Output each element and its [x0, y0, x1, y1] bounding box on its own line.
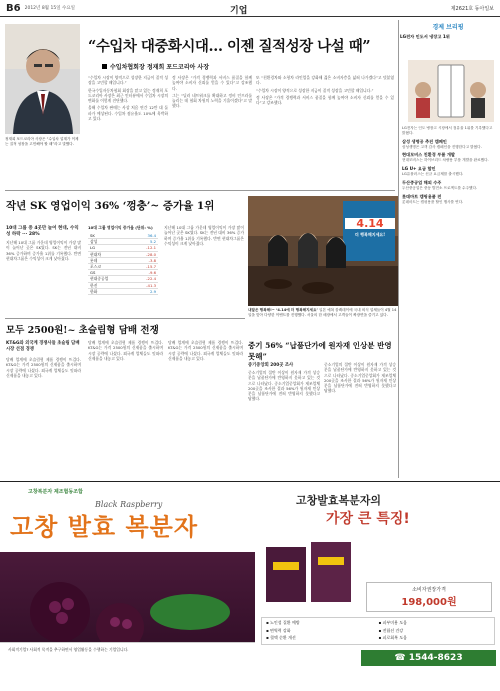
lead-paragraph: “수입차 시장이 양적으로 성장한 지금이 질적 성장을 고민할 때입니다.”	[256, 87, 374, 93]
lead-paragraph: 올해 수입차 판매는 사상 처음 연간 12만 대 돌파가 예상된다. 수입차 점유율도 10%에 육박하고 있다.	[88, 105, 168, 122]
lead-paragraph: 또 “친환경차와 소형차 라인업을 강화해 젊은 소비자층을 넓혀 나가겠다”고 덧붙였다.	[256, 75, 394, 86]
mo-headline: 모두 2500원!~ 초슬림형 담배 전쟁	[6, 325, 159, 336]
event-caption-text: 일본 예복 블랙데이에 국내 외식 업체들이 4월 14일을 맞아 다양한 이벤트를 진행했다. 서울의 한 매장에서 고객들이 짜장면을 즐기고 있다.	[248, 308, 397, 317]
event-banner	[345, 218, 395, 229]
table-cell: 한진	[90, 282, 98, 288]
briefing-item-text: 삼성생명은 고객 감사 캠페인을 진행한다고 밝혔다.	[402, 144, 482, 149]
table-cell: LG	[90, 245, 96, 251]
phone-number: 1544-8623	[408, 653, 463, 663]
table-cell: 포스코	[90, 264, 102, 270]
ad-footer-text: 사회적기업? 사회적 목적을 추구하면서 영업활동을 수행하는 기업입니다.	[8, 647, 129, 652]
table-cell: -12.1	[146, 245, 156, 251]
briefing-photo	[408, 60, 494, 122]
table-cell: 5.2	[149, 239, 156, 245]
sales-body-1: 중소기업의 절반 이상이 원자재 가격 상승분을 납품단가에 반영하지 못하고 있는 것으로 나타났다. 중소기업중앙회가 제조업체 200곳을 조사한 결과 56%가 원자재 인상분을 납품단가에 전혀 반영하지 못했다고 답했다.	[248, 370, 320, 402]
table-cell: -9.6	[148, 270, 156, 276]
lead-headline: “수입차 대중화시대… 이젠 질적성장 나설 때”	[88, 38, 371, 55]
event-banner-text: 더 행복해지세요!	[354, 232, 386, 237]
ad-right-title-line1: 고창발효복분자의	[296, 494, 382, 507]
mo-body-3: 담배 업계에 초슬림형 제품 경쟁이 뜨겁다. KT&G는 가격 2500원의 신제품을 출시하며 시장 공략에 나섰다. 외국계 업체들도 잇따라 신제품을 내놓고 있다.	[168, 340, 243, 361]
briefing-item-head: 삼성 생명공 추진 캠페인	[402, 138, 447, 144]
table-cell: 롯데	[90, 257, 98, 263]
portrait-caption: 정재희 포드코리아 사장은 “수입차 업계가 이제는 질적 성장을 고민해야 할 때”라고 말했다.	[5, 137, 79, 146]
divider	[5, 318, 245, 319]
product-box-illustration	[261, 537, 361, 607]
phone-bar[interactable]	[361, 650, 496, 666]
column-divider	[398, 20, 399, 478]
lead-paragraph: 정 사장은 “가격 경쟁력과 서비스 품질을 함께 높여야 소비자 신뢰를 얻을 수 있다”고 강조했다.	[256, 94, 394, 106]
section-title: 기업	[230, 6, 248, 16]
sk-table-rows	[88, 233, 158, 295]
event-caption-title: 내딸은 행복해!~ ‘4.14에 더 행복해지세요’	[248, 308, 318, 312]
portrait-photo	[5, 24, 80, 134]
table-cell: GS	[90, 270, 96, 276]
sk-headline: 작년 SK 영업이익 36% ‘껑충’~ 증가율 1위	[6, 200, 215, 212]
lead-subhead	[102, 62, 209, 71]
lead-subhead-text: 수입차협회장 정재희 포드코리아 사장	[110, 64, 210, 71]
ad-footer	[0, 642, 255, 690]
table-cell: 2.9	[149, 288, 156, 294]
table-cell: 현대중공업	[90, 276, 109, 282]
sk-body: 지난해 10대 그룹 가운데 영업이익이 가장 많이 늘어난 곳은 SK였다. SK는 전년 대비 36% 증가하며 증가율 1위를 기록했다. 반면 현대차그룹은 수익성이 크게 낮아졌다.	[6, 240, 81, 261]
divider	[5, 190, 395, 191]
lead-column-1	[88, 75, 168, 185]
sk-subhead: 10대 그룹 중 4곳만 늘어 현대, 수익성 하락 ··· 28%	[6, 226, 79, 237]
briefing-item-head: LG U+ 요금 할인	[402, 166, 436, 172]
table-cell: -41.3	[146, 282, 156, 288]
lead-column-3	[256, 75, 394, 185]
price-label: 소비자권장가격	[412, 587, 446, 593]
bullet-square-icon	[102, 64, 107, 69]
event-date: 4.14	[356, 217, 384, 230]
table-cell: 36.4	[147, 233, 156, 238]
sales-subhead: 중기중앙회 200곳 조사	[248, 363, 294, 368]
issue-date: 2012년 8월 15일 수요일	[24, 6, 76, 11]
ad-right-panel	[256, 482, 500, 691]
lead-paragraph: 그는 “딜러 네트워크를 확대하고 정비 인프라를 늘리는 데 협회 차원의 노력을 기울이겠다”고 말했다.	[172, 92, 252, 109]
mo-subhead: KT&G와 외국계 경쟁사들 초슬림 담배 시장 선점 경쟁	[6, 341, 80, 352]
sales-headline: 중기 56% “납품단가에 원자재 인상분 반영못해”	[248, 341, 392, 361]
table-row	[88, 289, 158, 295]
briefing-item-head: 롯데마트 캠핑용품 전	[402, 193, 442, 199]
ad-brand-title: 고창 발효 복분자	[10, 512, 198, 541]
table-cell: 현대차	[90, 251, 102, 257]
ad-right-title	[296, 492, 381, 508]
feature-item: ▪ 피로회복 도움	[378, 635, 407, 641]
lead-paragraph: 한국수입자동차협회 회장을 맡고 있는 정재희 포드코리아 사장은 최근 인터뷰에서 수입차 시장의 변화를 이렇게 진단했다.	[88, 87, 168, 104]
briefing-title: 경제 브리핑	[432, 24, 464, 31]
page-number: B6	[6, 2, 21, 14]
feature-item: ▪ 혈액 순환 개선	[266, 635, 296, 641]
sales-body-2: 중소기업의 절반 이상이 원자재 가격 상승분을 납품단가에 반영하지 못하고 있는 것으로 나타났다. 중소기업중앙회가 제조업체 200곳을 조사한 결과 56%가 원자재 인상분을 납품단가에 전혀 반영하지 못했다고 답했다.	[324, 362, 396, 394]
feature-item: ▪ 전립선 건강	[378, 627, 404, 633]
ad-feature-list	[261, 617, 495, 645]
briefing-item-text: 롯데마트는 캠핑용품 할인 행사를 연다.	[402, 199, 464, 204]
ad-association: 고창복분자 제조협동조합	[28, 489, 83, 495]
feature-item: ▪ 피부미용 도움	[378, 620, 407, 625]
phone-icon: ☎	[394, 653, 409, 663]
refrigerator-photo	[408, 60, 494, 122]
feature-item: ▪ 노인성 질환 예방	[266, 620, 300, 625]
mo-body-1: 담배 업계에 초슬림형 제품 경쟁이 뜨겁다. KT&G는 가격 2500원의 신제품을 출시하며 시장 공략에 나섰다. 외국계 업체들도 잇따라 신제품을 내놓고 있다.	[6, 357, 81, 378]
briefing-item-text: 현대모비스는 하이브리드 차량용 부품 개발을 완료했다.	[402, 158, 489, 163]
event-caption	[248, 308, 398, 317]
ad-brand-en: Black Raspberry	[95, 500, 163, 509]
table-cell: -3.8	[148, 257, 156, 263]
table-cell: -22.4	[146, 276, 156, 282]
event-photo-art	[248, 196, 398, 306]
lead-paragraph: “수입차 시장이 양적으로 성장한 지금이 질적 성장을 고민할 때입니다.”	[88, 75, 168, 86]
price-box	[366, 582, 492, 612]
table-cell: -15.7	[146, 264, 156, 270]
portrait-figure	[5, 24, 80, 134]
briefing-item-text: 두산중공업은 중동 발전소 프로젝트를 수주했다.	[402, 185, 478, 190]
advertisement[interactable]	[0, 481, 500, 691]
page-header	[0, 0, 500, 17]
header-left	[6, 3, 75, 14]
lead-column-2	[172, 75, 252, 185]
event-photo	[248, 196, 398, 306]
briefing-item-head: 현대모비스 친환경 부품 개발	[402, 152, 455, 158]
feature-item: ▪ 면역력 강화	[266, 627, 291, 633]
lead-paragraph: 정 사장은 “가격 경쟁력과 서비스 품질을 함께 높여야 소비자 신뢰를 얻을 수 있다”고 강조했다.	[172, 75, 252, 91]
publication-name: 제2621호 동아일보	[450, 5, 494, 12]
mo-body-2: 담배 업계에 초슬림형 제품 경쟁이 뜨겁다. KT&G는 가격 2500원의 신제품을 출시하며 시장 공략에 나섰다. 외국계 업체들도 잇따라 신제품을 내놓고 있다.	[88, 340, 163, 361]
sk-table	[88, 225, 158, 295]
table-cell: 한화	[90, 288, 98, 294]
table-cell: SK	[90, 233, 95, 238]
ad-right-title-2: 가장 큰 특징!	[326, 511, 410, 527]
briefing-list	[402, 126, 496, 476]
table-cell: -28.0	[146, 251, 156, 257]
price-value: 198,000원	[401, 597, 457, 608]
table-cell: 삼성	[90, 239, 98, 245]
briefing-item-text: LG전자는 인도 냉장고 시장에서 점유율 1위를 기록했다고 밝혔다.	[402, 126, 493, 135]
briefing-item-text: LG유플러스는 신규 요금제를 출시했다.	[402, 172, 464, 177]
briefing-item-head: 두산중공업 해외 수주	[402, 179, 442, 185]
sk-column-2: 지난해 10대 그룹 가운데 영업이익이 가장 많이 늘어난 곳은 SK였다. SK는 전년 대비 36% 증가하며 증가율 1위를 기록했다. 반면 현대차그룹은 수익성이 크게 낮아졌다.	[164, 225, 244, 246]
sk-table-title: 10대 그룹 영업이익 증가율 (단위: %)	[88, 225, 153, 230]
briefing-item-head: LG전자 인도서 냉장고 1위	[400, 34, 450, 39]
